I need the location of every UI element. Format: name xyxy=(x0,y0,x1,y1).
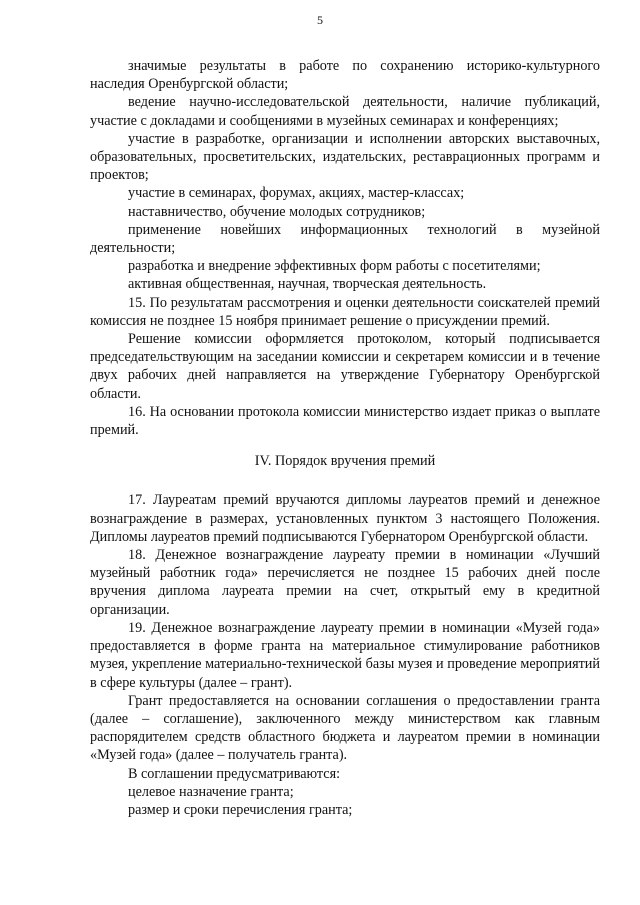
paragraph-criteria-seminars: участие в семинарах, форумах, акциях, мастер-классах; xyxy=(128,185,465,202)
section-heading: IV. Порядок вручения премий xyxy=(254,453,436,470)
paragraph-criteria-activity: активная общественная, научная, творческая деятельность. xyxy=(128,276,487,293)
paragraph-item-18: 18. Денежное вознаграждение лауреату премии в номинации «Лучший музейный работник года» перечисляется не позднее 15 рабочих дней после вручения диплома лауреата премии на счет, открытый ему в кредитной организации. xyxy=(90,547,600,618)
document-body xyxy=(90,57,600,819)
page-number: 5 xyxy=(317,13,323,27)
paragraph-criteria-visitors: разработка и внедрение эффективных форм работы с посетителями; xyxy=(128,258,541,275)
paragraph-criteria-technology: применение новейших информационных технологий в музейной деятельности; xyxy=(90,221,600,257)
paragraph-criteria-research: ведение научно-исследовательской деятельности, наличие публикаций, участие с докладами и сообщениями в музейных семинарах и конференциях; xyxy=(90,94,600,129)
paragraph-grant-agreement: Грант предоставляется на основании соглашения о предоставлении гранта (далее – соглашение), заключенного между министерством как главным распорядителем средств областного бюджета и лауреатом премии в номинации «Музей года» (далее – получатель гранта). xyxy=(90,692,600,764)
paragraph-criteria-results: значимые результаты в работе по сохранению историко-культурного наследия Оренбургской области; xyxy=(90,58,600,93)
paragraph-item-15: 15. По результатам рассмотрения и оценки деятельности соискателей премий комиссия не позднее 15 ноября принимает решение о присуждении премий. xyxy=(90,294,600,329)
paragraph-grant-amount: размер и сроки перечисления гранта; xyxy=(128,801,353,818)
paragraph-commission-protocol: Решение комиссии оформляется протоколом, который подписывается председательствующим на заседании комиссии и секретарем комиссии и в течение двух рабочих дней направляется на утверждение Губернатору Оренбургской области. xyxy=(90,331,600,402)
paragraph-item-17: 17. Лауреатам премий вручаются дипломы лауреатов премий и денежное вознаграждение в размерах, установленных пунктом 3 настоящего Положения. Дипломы лауреатов премий подписываются Губернатором Оренбургской области. xyxy=(90,492,600,545)
paragraph-item-19: 19. Денежное вознаграждение лауреату премии в номинации «Музей года» предоставляется в форме гранта на материальное стимулирование работников музея, укрепление материально-технической базы музея и проведение мероприятий в сфере культуры (далее – грант). xyxy=(90,619,600,691)
paragraph-grant-purpose: целевое назначение гранта; xyxy=(128,783,294,800)
paragraph-criteria-programs: участие в разработке, организации и исполнении авторских выставочных, образовательных, просветительских, издательских, реставрационных программ и проектов; xyxy=(90,130,600,184)
paragraph-item-16: 16. На основании протокола комиссии министерство издает приказ о выплате премий. xyxy=(90,403,600,439)
paragraph-agreement-provisions: В соглашении предусматриваются: xyxy=(128,765,341,782)
paragraph-criteria-mentoring: наставничество, обучение молодых сотрудников; xyxy=(128,203,426,220)
